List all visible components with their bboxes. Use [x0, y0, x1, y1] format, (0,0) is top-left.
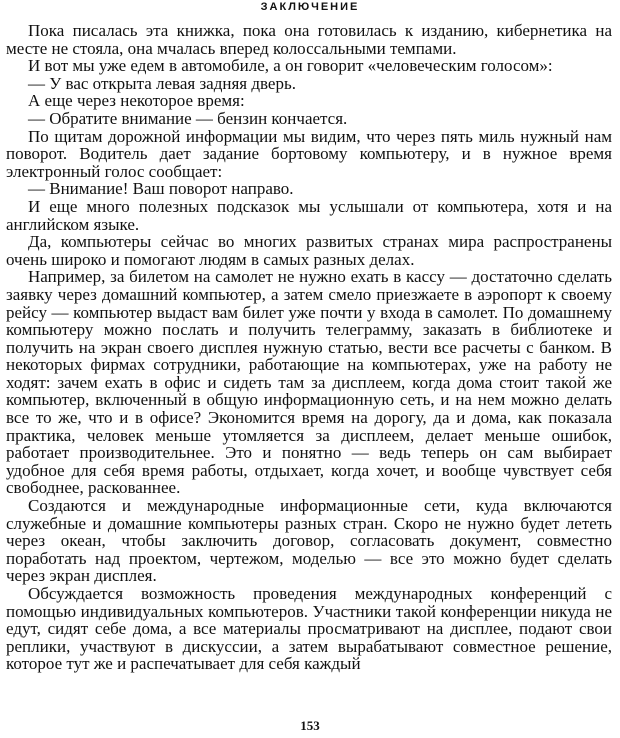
dialogue-line: — Внимание! Ваш поворот направо. — [28, 179, 294, 199]
page-number: 153 — [300, 718, 320, 733]
paragraph: Да, компьютеры сейчас во многих развитых странах мира распространены очень широко и помогают людям в самых разных делах. — [6, 232, 612, 269]
paragraph: Создаются и международные информационные сети, куда включаются служебные и домашние компьютеры разных стран. Скоро не нужно будет лететь через океан, чтобы заключить договор, согласовать документ, совместно поработать над проектом, чертежом, моделью — все это можно будет сделать через экран дисплея. — [6, 496, 612, 586]
dialogue-line: — Обратите внимание — бензин кончается. — [28, 108, 348, 128]
paragraph: Обсуждается возможность проведения международных конференций с помощью индивидуальных компьютеров. Участники такой конференции никуда не едут, сидят себе дома, а все материалы просматривают на дисплее, подают свои реплики, участвуют в дискуссии, а затем вырабатывают совместное решение, которое тут же и распечатывает для себя каждый — [6, 584, 612, 674]
paragraph: Например, за билетом на самолет не нужно ехать в кассу — достаточно сделать заявку через домашний компьютер, а затем смело приезжаете в аэропорт к своему рейсу — компьютер выдаст вам билет уже почти у входа в самолет. По домашнему компьютеру можно послать и получить телеграмму, заказать в библиотеке и получить на экран своего дисплея нужную статью, вести все расчеты с банком. В некоторых фирмах сотрудники, работающие на компьютерах, уже на работу не ходят: зачем ехать в офис и сидеть там за дисплеем, когда дома стоит такой же компьютер, включенный в общую информационную сеть, и на нем можно делать все то же, что и в офисе? Экономится время на дорогу, да и дома, как показала практика, человек меньше утомляется за дисплеем, делает меньше ошибок, работает производительнее. Это и понятно — ведь теперь он сам выбирает удобное для себя время работы, отдыхает, когда хочет, и вообще чувствует себя свободнее, раскованнее. — [6, 267, 612, 498]
chapter-heading: ЗАКЛЮЧЕНИЕ — [260, 1, 360, 13]
paragraph: Пока писалась эта книжка, пока она готовилась к изданию, кибернетика на месте не стояла, она мчалась вперед колоссальными темпами. — [6, 21, 612, 58]
dialogue-line: — У вас открыта левая задняя дверь. — [28, 73, 296, 93]
paragraph: И вот мы уже едем в автомобиле, а он говорит «человеческим голосом»: — [28, 56, 553, 76]
paragraph: По щитам дорожной информации мы видим, что через пять миль нужный нам поворот. Водитель дает задание бортовому компьютеру, и в нужное время электронный голос сообщает: — [6, 126, 612, 181]
body-text — [6, 22, 612, 673]
paragraph: И еще много полезных подсказок мы услышали от компьютера, хотя и на английском языке. — [6, 196, 612, 234]
paragraph: А еще через некоторое время: — [28, 91, 245, 111]
